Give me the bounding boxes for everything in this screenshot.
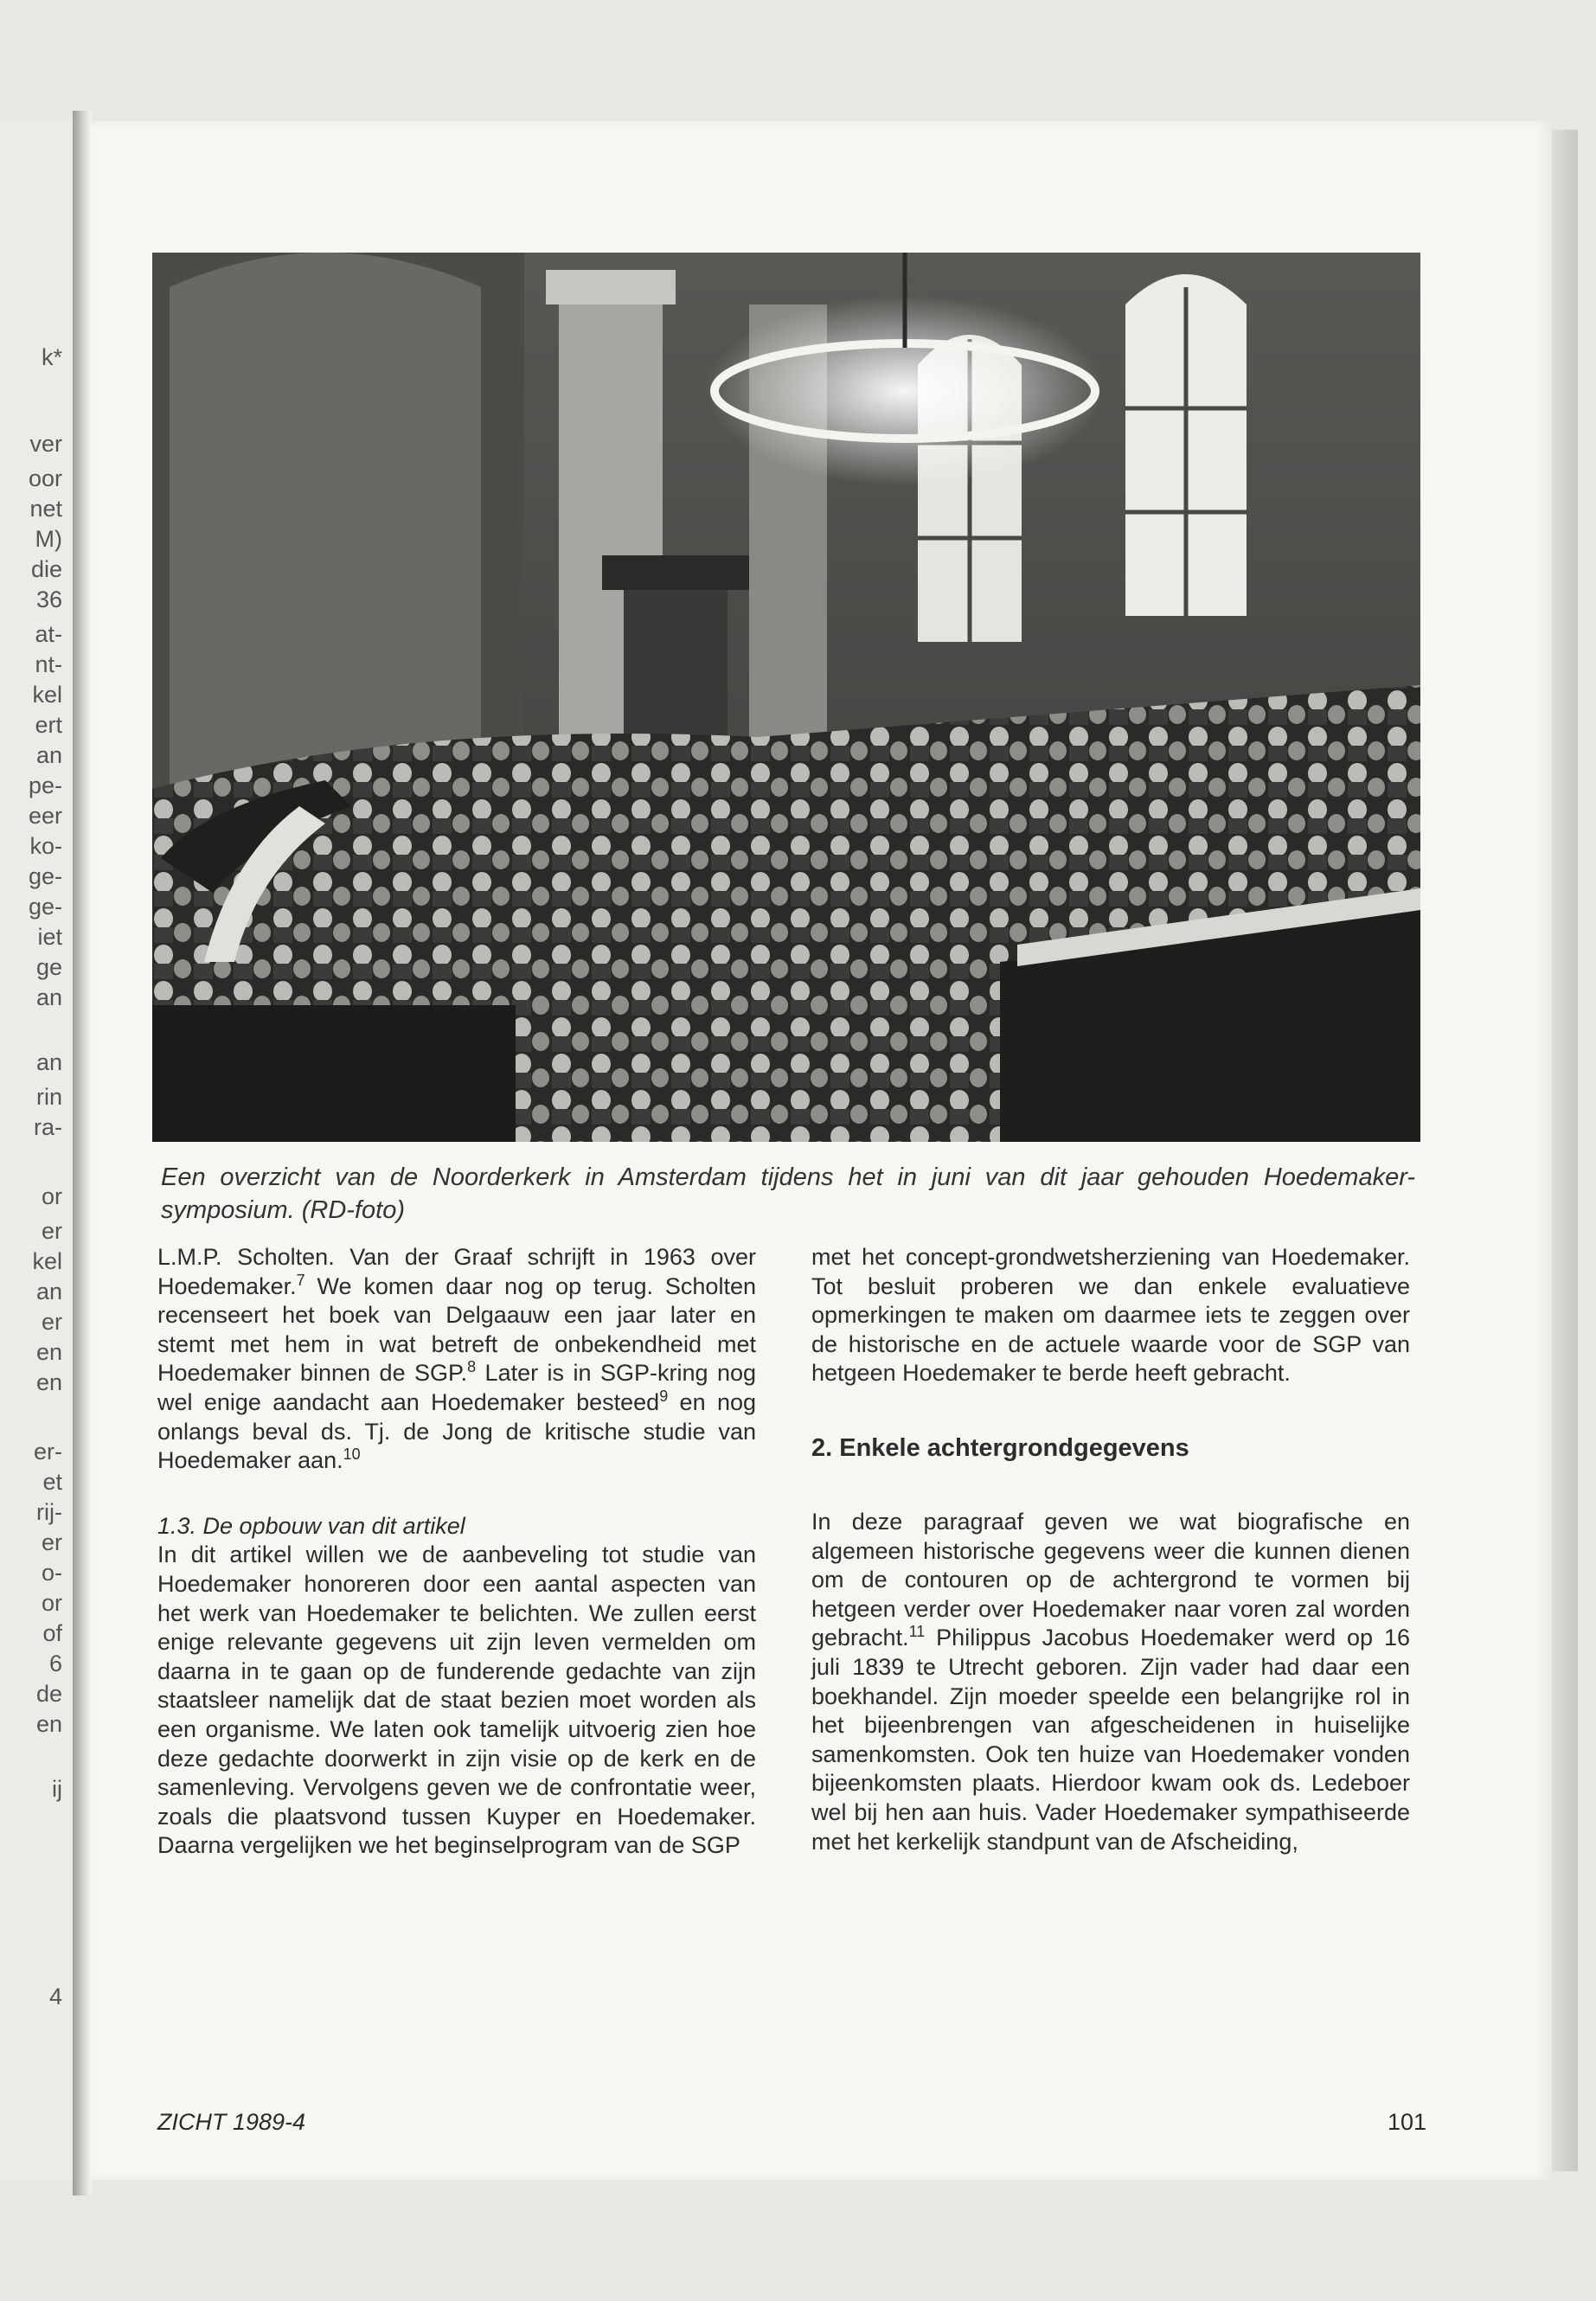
facing-page-text-fragment: die	[30, 556, 62, 582]
facing-page-text-fragment: k*	[41, 344, 62, 370]
page-number: 101	[1387, 2109, 1426, 2135]
facing-page-text-fragment: en	[35, 1711, 62, 1737]
facing-page-text-fragment: 4	[48, 1984, 62, 2009]
facing-page-text-fragment: rin	[35, 1084, 62, 1110]
facing-page-text-fragment: M)	[35, 526, 62, 552]
paragraph: L.M.P. Scholten. Van der Graaf schrijft in 1963 over Hoedemaker.$^7$ We komen daar nog op terug. Scholten recenseert het boek van Delgaauw een jaar later en stemt met hem in wat betreft de onbekendheid met Hoedemaker binnen de SGP.$^8$ Later is in SGP-kring nog wel enige aandacht aan Hoedemaker besteed$^9$ en nog onlangs beval ds. Tj. de Jong de kritische studie van Hoedemaker aan.$^{10}$	[157, 1244, 757, 1474]
right-page-edge	[1552, 130, 1578, 2171]
right-column	[811, 1243, 1410, 1856]
facing-page-text-fragment: of	[42, 1620, 62, 1646]
section-subheading: 1.3. De opbouw van dit artikel	[157, 1512, 465, 1539]
facing-page-text-fragment: ij	[52, 1776, 62, 1802]
facing-page-text-fragment: at-	[35, 621, 62, 647]
section-heading: 2. Enkele achtergrondgegevens	[811, 1433, 1189, 1462]
facing-page-text-fragment: ko-	[29, 833, 62, 859]
facing-page-text-fragment: ge-	[28, 863, 62, 889]
facing-page-text-fragment: er-	[34, 1439, 62, 1465]
facing-page-text-fragment: o-	[41, 1560, 62, 1586]
left-page-edge	[0, 121, 74, 2180]
facing-page-text-fragment: pe-	[28, 772, 62, 798]
facing-page-text-fragment: eer	[28, 803, 62, 829]
facing-page-text-fragment: ge-	[28, 894, 62, 920]
facing-page-text-fragment: an	[35, 984, 62, 1010]
footnote-ref: 7	[296, 1271, 305, 1289]
facing-page-text-fragment: en	[35, 1339, 62, 1365]
paragraph: In dit artikel willen we de aanbeveling tot studie van Hoedemaker honoreren door een aantal aspecten van het werk van Hoedemaker te belichten. We zullen eerst enige relevante gegevens uit zijn leven vermelden om daarna in te gaan op de funderende gedachte van zijn staatsleer namelijk dat de staat bezien moet worden als een organisme. We laten ook tamelijk uitvoerig zien hoe deze gedachte doorwerkt in zijn visie op de kerk en de samenleving. Vervolgens geven we de confrontatie weer, zoals die plaatsvond tussen Kuyper en Hoedemaker. Daarna vergelijken we het beginselprogram van de SGP	[157, 1541, 756, 1859]
facing-page-text-fragment: er	[41, 1529, 62, 1555]
facing-page-text-fragment: et	[42, 1469, 62, 1495]
facing-page-text-fragment: kel	[32, 682, 62, 708]
facing-page-text-fragment: er	[41, 1218, 62, 1244]
facing-page-text-fragment: en	[35, 1369, 62, 1395]
facing-page-text-fragment: ra-	[34, 1114, 62, 1140]
facing-page-text-fragment: ert	[35, 712, 62, 738]
facing-page-text-fragment: or	[41, 1183, 62, 1209]
facing-page-text-fragment: ge	[35, 954, 62, 980]
paragraph: In deze paragraaf geven we wat biografische en algemeen historische gegevens weer die kunnen dienen om de contouren op de achtergrond te vormen bij hetgeen verder over Hoedemaker naar voren zal worden gebracht.$^{11}$ Philippus Jacobus Hoedemaker werd op 16 juli 1839 te Utrecht geboren. Zijn vader had daar een boekhandel. Zijn moeder speelde een belangrijke rol in het bijeenbrengen van afgescheidenen in huiselijke samenkomsten. Ook ten huize van Hoedemaker vonden bijeenkomsten plaats. Hierdoor kwam ook ds. Ledeboer wel bij hen aan huis. Vader Hoedemaker sympathiseerde met het kerkelijk standpunt van de Afscheiding,	[811, 1508, 1410, 1855]
journal-footer: ZICHT 1989-4	[157, 2109, 306, 2135]
page	[90, 121, 1552, 2180]
facing-page-text-fragment: 6	[48, 1650, 62, 1676]
footnote-ref: 8	[467, 1358, 477, 1376]
facing-page-text-fragment: de	[35, 1681, 62, 1707]
facing-page-text-fragment: nt-	[35, 651, 62, 677]
facing-page-text-fragment: oor	[28, 465, 62, 491]
facing-page-text-fragment: net	[29, 496, 62, 522]
left-column	[157, 1243, 756, 1861]
book-gutter	[73, 111, 92, 2195]
facing-page-text-fragment: 36	[35, 586, 62, 612]
facing-page-text-fragment: an	[35, 1279, 62, 1304]
footnote-ref: 10	[343, 1445, 361, 1464]
footnote-ref: 11	[908, 1623, 926, 1641]
facing-page-text-fragment: kel	[32, 1248, 62, 1274]
facing-page-text-fragment: an	[35, 1049, 62, 1075]
facing-page-text-fragment: an	[35, 742, 62, 768]
photo-caption: Een overzicht van de Noorderkerk in Amsterdam tijdens het in juni van dit jaar gehouden Hoedemaker-symposium. (RD-foto)	[161, 1163, 1415, 1224]
footnote-ref: 9	[659, 1387, 669, 1405]
facing-page-text-fragment: er	[41, 1309, 62, 1335]
church-photo	[152, 253, 1420, 1142]
paragraph: met het concept-grondwetsherziening van Hoedemaker. Tot besluit proberen we dan enkele evaluatieve opmerkingen te maken om daarmee iets te zeggen over de historische en de actuele waarde voor de SGP van hetgeen Hoedemaker te berde heeft gebracht.	[811, 1244, 1410, 1387]
facing-page-text-fragment: rij-	[36, 1499, 62, 1525]
facing-page-text-fragment: ver	[29, 431, 62, 457]
facing-page-text-fragment: or	[41, 1590, 62, 1616]
facing-page-text-fragment: iet	[37, 924, 62, 950]
